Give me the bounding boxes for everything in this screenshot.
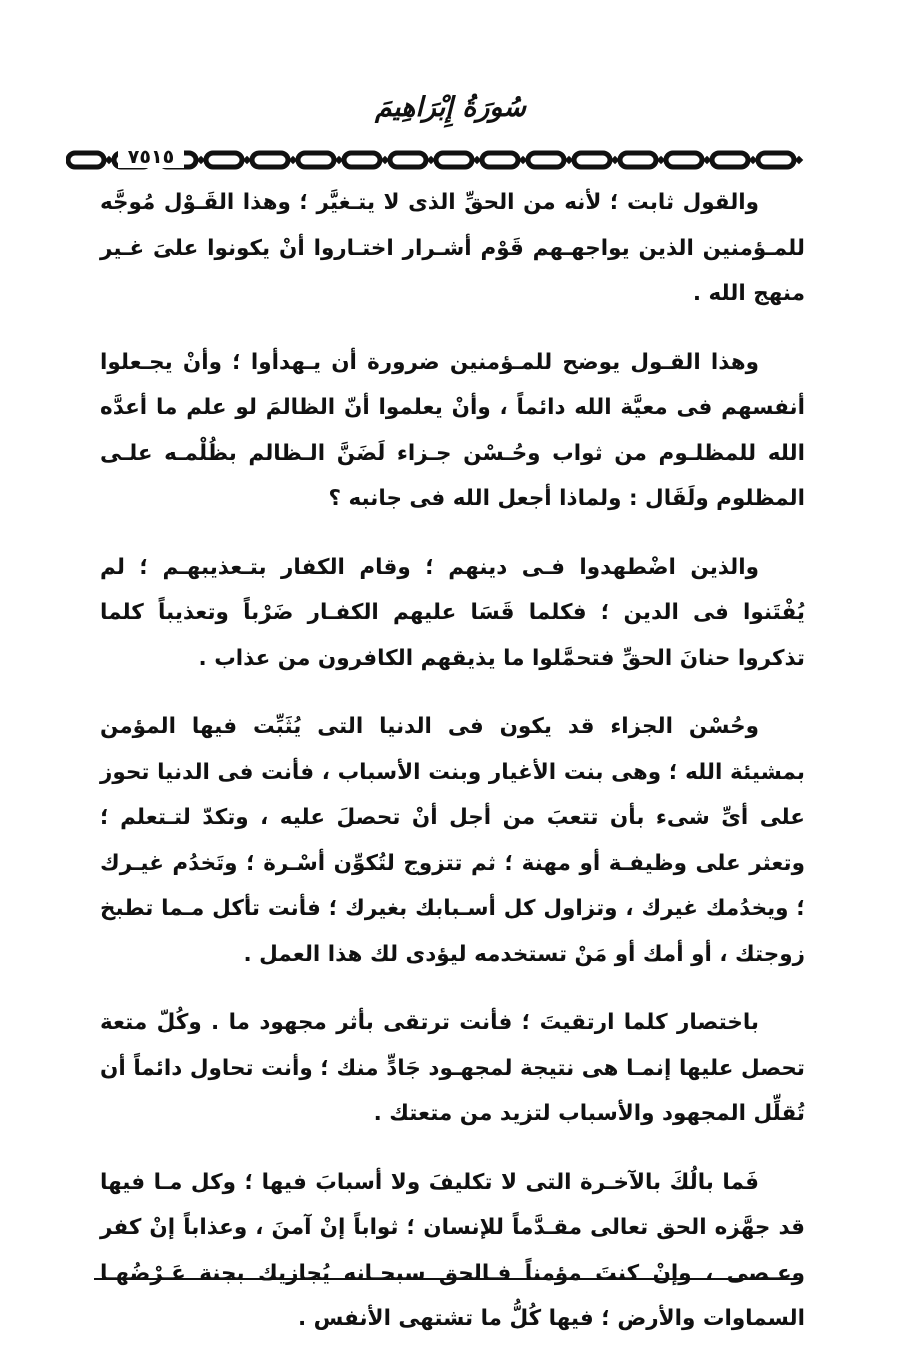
chain-link: [298, 153, 334, 167]
paragraph: والذين اضْطهدوا فـى دينهم ؛ وقام الكفار بتـعذيبهـم ؛ لم يُفْتَنوا فى الدين ؛ فكلما قَسَا عليهم الكفـار ضَرْباً وتعذيباً كلما تذكروا حنانَ الحقِّ فتحمَّلوا ما يذيقهم الكافرون من عذاب .: [100, 554, 805, 671]
chain-link: [436, 153, 472, 167]
paragraph: وحُسْن الجزاء قد يكون فى الدنيا التى يُثَبِّت فيها المؤمن بمشيئة الله ؛ وهى بنت الأغيار وبنت الأسباب ، فأنت فى الدنيا تحوز على أىِّ شىء بأن تتعبَ من أجل أنْ تحصلَ عليه ، وتكدّ لتـتعلم ؛ وتعثر على وظيفـة أو مهنة ؛ ثم تتزوج لتُكوِّن أسْـرة ؛ وتَخدُم غيـرك ؛ ويخدُمك غيرك ، وتزاول كل أسـبابك بغيرك ؛ فأنت تأكل مـما تطبخ زوجتك ، أو أمك أو مَنْ تستخدمه ليؤدى لك هذا العمل .: [100, 714, 805, 967]
chain-link: [206, 153, 242, 167]
paragraph: فَما بالُكَ بالآخـرة التى لا تكليفَ ولا أسبابَ فيها ؛ وكل مـا فيها قد جهَّزه الحق تعالى مقـدَّماً للإنسان ؛ ثواباً إنْ آمنَ ، وعذاباً إنْ كفر وعـصى ، وإنْ كنتَ مؤمناً فـالحق سبحـانه يُجازيك بجنة عَـرْضُهـا السماوات والأرض ؛ فيها كُلُّ ما تشتهى الأنفس .: [100, 1169, 805, 1331]
chain-link: [390, 153, 426, 167]
paragraph: والقول ثابت ؛ لأنه من الحقِّ الذى لا يتـغيَّر ؛ وهذا القَـوْل مُوجَّه للمـؤمنين الذين يواجهـهم قَوْم أشـرار اختـاروا أنْ يكونوا علىَ غـير منهج الله .: [100, 190, 805, 306]
chain-link: [528, 153, 564, 167]
paragraph: باختصار كلما ارتقيتَ ؛ فأنت ترتقى بأثر مجهود ما . وكُلّ متعة تحصل عليها إنمـا هى نتيجة لمجهـود جَادٍّ منك ؛ وأنت تحاول دائماً أن تُقلِّل المجهود والأسباب لتزيد من متعتك .: [100, 1010, 805, 1126]
paragraph: وهذا القـول يوضح للمـؤمنين ضرورة أن يـهدأوا ؛ وأنْ يجـعلوا أنفسهم فى معيَّة الله دائماً ، وأنْ يعلموا أنّ الظالمَ لو علم ما أعدَّه الله للمظلـوم من ثواب وحُـسْن جـزاء لَضَنَّ الـظالم بظُلْمـه علـى المظلوم ولَقَال : ولماذا أجعل الله فى جانبه ؟: [100, 349, 805, 511]
surah-title: سُورَةُ إِبْرَاهِيمَ: [375, 92, 526, 123]
footer-rule: [94, 1278, 802, 1280]
page-number: ٧٥١٥: [118, 146, 184, 168]
body-text: [100, 180, 805, 1365]
chain-link: [252, 153, 288, 167]
chain-link: [482, 153, 518, 167]
chain-link: [666, 153, 702, 167]
chain-link: [758, 153, 794, 167]
chain-link: [344, 153, 380, 167]
chain-link: [68, 153, 104, 167]
chain-link: [712, 153, 748, 167]
chain-link: [574, 153, 610, 167]
chain-link: [620, 153, 656, 167]
